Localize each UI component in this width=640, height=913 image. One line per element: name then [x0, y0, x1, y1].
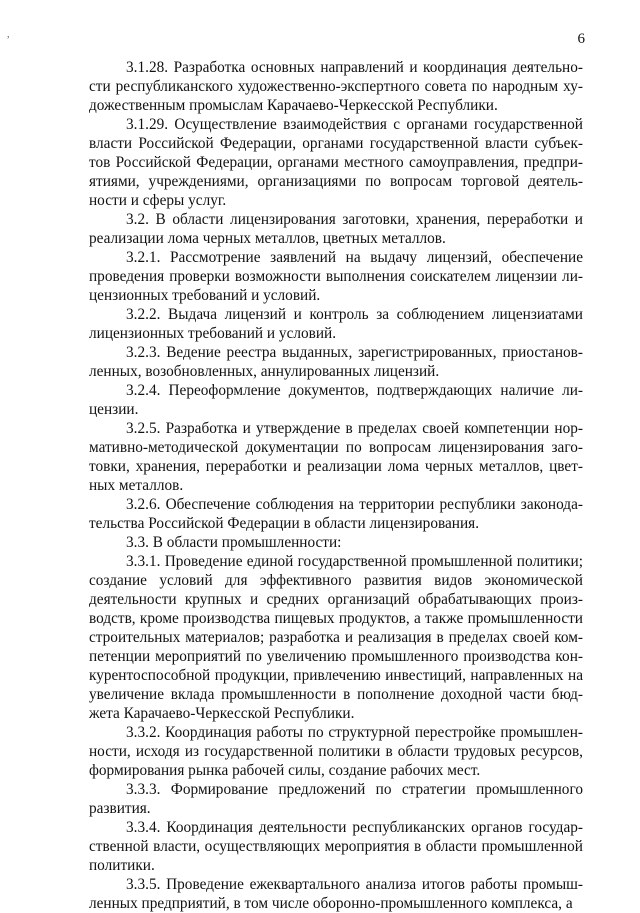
paragraph-3-3-2: 3.3.2. Координация работы по структурной перестройке промышленности, исходя из государственной политики в области трудовых ресурсов, формирования рынка рабочей силы, создание рабочих мест. [89, 724, 583, 779]
scan-mark: , [7, 29, 10, 40]
page-number: 6 [577, 31, 585, 47]
paragraph-3-2-6: 3.2.6. Обеспечение соблюдения на территории республики законодательства Российской Федерации в области лицензирования. [89, 496, 583, 532]
paragraph-3-3-1: 3.3.1. Проведение единой государственной промышленной политики; создание условий для эффективного развития видов экономической деятельности крупных и средних организаций обрабатывающих производств, кроме производства пищевых продуктов, а также промышленности строительных материалов; разработка и реализация в пределах своей компетенции мероприятий по увеличению промышленного производства конкурентоспособной продукции, привлечению инвестиций, направленных на увеличение вклада промышленности в пополнение доходной части бюджета Карачаево-Черкесской Республики. [89, 553, 583, 722]
paragraph-3-2-1: 3.2.1. Рассмотрение заявлений на выдачу лицензий, обеспечение проведения проверки возможности выполнения соискателем лицензии лицензионных требований и условий. [89, 249, 583, 304]
paragraph-3-2-2: 3.2.2. Выдача лицензий и контроль за соблюдением лицензиатами лицензионных требований и условий. [89, 306, 583, 342]
paragraph-3-1-29: 3.1.29. Осуществление взаимодействия с органами государственной власти Российской Федерации, органами государственной власти субъектов Российской Федерации, органами местного самоуправления, предприятиями, учреждениями, организациями по вопросам торговой деятельности и сферы услуг. [89, 116, 583, 209]
paragraph-3-3-5: 3.3.5. Проведение ежеквартального анализа итогов работы промышленных предприятий, в том числе оборонно-промышленного комплекса, а [89, 876, 583, 912]
paragraph-3-2-4: 3.2.4. Переоформление документов, подтверждающих наличие лицензии. [89, 382, 583, 418]
paragraph-3-3-3: 3.3.3. Формирование предложений по стратегии промышленного развития. [89, 781, 583, 817]
document-body [89, 58, 583, 913]
paragraph-3-1-28: 3.1.28. Разработка основных направлений и координация деятельности республиканского художественно-экспертного совета по народным художественным промыслам Карачаево-Черкесской Республики. [89, 59, 583, 114]
paragraph-3-2-5: 3.2.5. Разработка и утверждение в пределах своей компетенции нормативно-методической документации по вопросам лицензирования заготовки, хранения, переработки и реализации лома черных металлов, цветных металлов. [89, 420, 583, 494]
paragraph-3-3-4: 3.3.4. Координация деятельности республиканских органов государственной власти, осуществляющих мероприятия в области промышленной политики. [89, 819, 583, 874]
paragraph-3-2: 3.2. В области лицензирования заготовки, хранения, переработки и реализации лома черных металлов, цветных металлов. [89, 211, 583, 247]
paragraph-3-3: 3.3. В области промышленности: [126, 534, 342, 551]
paragraph-3-2-3: 3.2.3. Ведение реестра выданных, зарегистрированных, приостановленных, возобновленных, аннулированных лицензий. [89, 344, 583, 380]
